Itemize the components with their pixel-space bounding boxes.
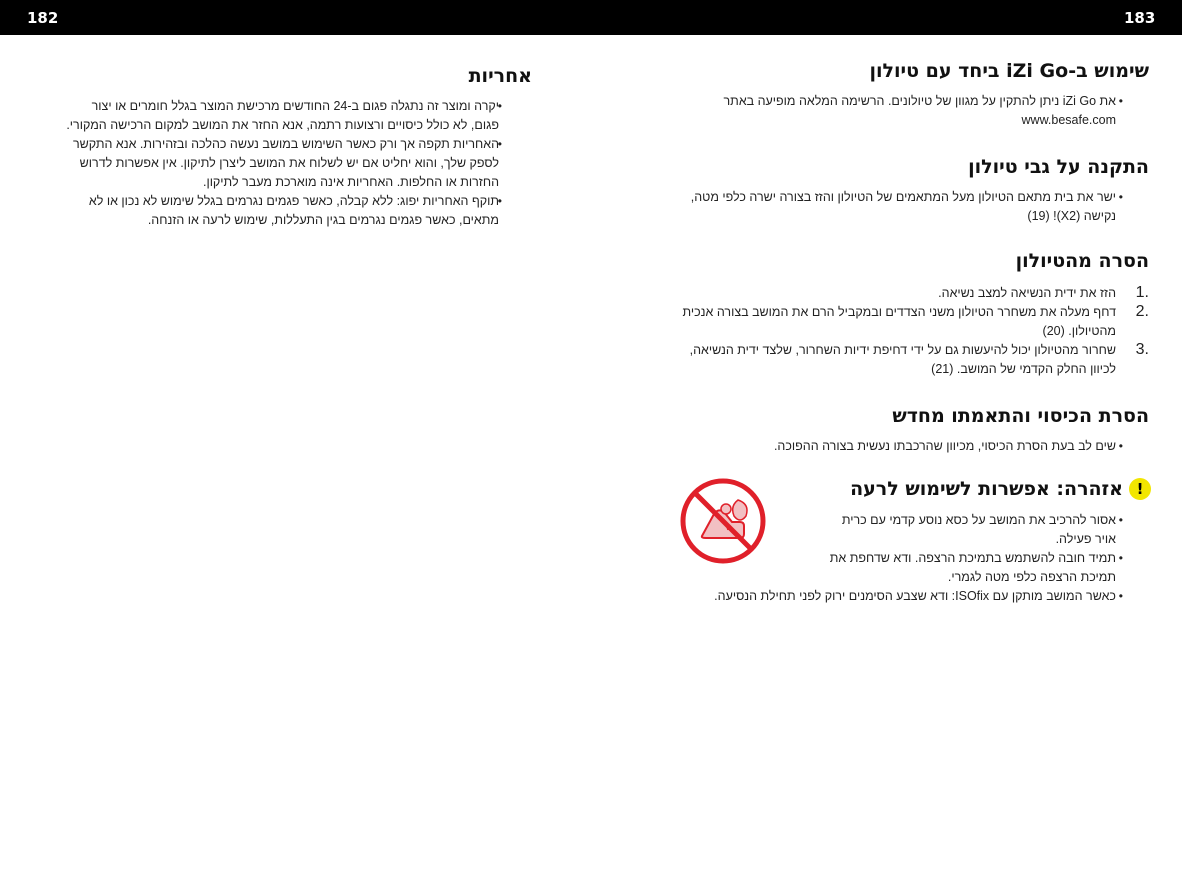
warranty-bullet: • יקרה ומוצר זה נתגלה פגום ב-24 החודשים מרכישת המוצר בגלל חומרים או יצור פגום, לא כולל כיסויים ורצועות רתמה, אנא החזר את המושב למקום הרכישה המקורי. [64, 97, 532, 135]
page-number-left: 182 [27, 9, 59, 27]
no-airbag-seat-icon [680, 478, 766, 564]
install-bullet: • ישר את בית מתאם הטיולון מעל המתאמים של הטיולון והזז בצורה ישרה כלפי מטה, נקישה (X2)! (19) [676, 188, 1149, 226]
warranty-bullet: • תוקף האחריות יפוג: ללא קבלה, כאשר פגמים נגרמים בגלל שימוש לא נכון או לא מתאים, כאשר פגמים נגרמים בגין התעללות, שימוש לרעה או הזנחה. [64, 192, 532, 230]
warning-bullet: • כאשר המושב מותקן עם ISOfix: ודא שצבע הסימנים ירוק לפני תחילת הנסיעה. [676, 587, 1149, 606]
section-install-title: התקנה על גבי טיולון [968, 156, 1149, 178]
section-usage [676, 58, 1149, 130]
removal-step [676, 303, 1149, 341]
section-warning-title: אזהרה: אפשרות לשימוש לרעה [850, 478, 1123, 500]
section-warranty [64, 63, 532, 230]
removal-steps [676, 284, 1149, 379]
cover-bullet: • שים לב בעת הסרת הכיסוי, מכיוון שהרכבתו נעשית בצורה ההפוכה. [676, 437, 1149, 456]
page-number-right: 183 [1124, 9, 1156, 27]
step-text: שחרור מהטיולון יכול להיעשות גם על ידי דחיפת ידיות השחרור, שלצד ידית הנשיאה, לכיוון החלק הקדמי של המושב. (21) [689, 343, 1116, 376]
section-cover [676, 403, 1149, 456]
removal-step [676, 341, 1149, 379]
warning-exclamation-icon: ! [1129, 478, 1151, 500]
section-warranty-title: אחריות [468, 65, 532, 87]
cover-list [676, 437, 1149, 456]
step-text: דחף מעלה את משחרר הטיולון משני הצדדים ובמקביל הרם את המושב בצורה אנכית מהטיולון. (20) [682, 305, 1116, 338]
top-bar [0, 0, 1182, 35]
step-number: 2. [1135, 303, 1149, 320]
left-column [64, 63, 532, 230]
step-number: 1. [1135, 284, 1149, 301]
step-number: 3. [1135, 341, 1149, 358]
section-cover-title: הסרת הכיסוי והתאמתו מחדש [892, 405, 1149, 427]
install-list [676, 188, 1149, 226]
warning-bullet: • אסור להרכיב את המושב על כסא נוסע קדמי עם כרית אויר פעילה. [676, 511, 1149, 549]
step-text: הזז את ידית הנשיאה למצב נשיאה. [938, 286, 1116, 300]
usage-bullet: • את iZi Go ניתן להתקין על מגוון של טיולונים. הרשימה המלאה מופיעה באתר www.besafe.com [676, 92, 1149, 130]
section-usage-title: שימוש ב-iZi Go ביחד עם טיולון [869, 60, 1149, 82]
section-removal-title: הסרה מהטיולון [1015, 250, 1149, 272]
warranty-bullet: • האחריות תקפה אך ורק כאשר השימוש במושב נעשה כהלכה ובזהירות. אנא התקשר לספק שלך, והוא יחליט אם יש לשלוח את המושב ליצרן לתיקון. אין אפשרות לדרוש החזרות או החלפות. האחריות אינה מוארכת מעבר לתיקון. [64, 135, 532, 192]
section-install [676, 154, 1149, 226]
warranty-list [64, 97, 532, 230]
warning-bullet: • תמיד חובה להשתמש בתמיכת הרצפה. ודא שדחפת את תמיכת הרצפה כלפי מטה לגמרי. [676, 549, 1149, 587]
usage-list [676, 92, 1149, 130]
removal-step [676, 284, 1149, 303]
section-removal [676, 248, 1149, 379]
